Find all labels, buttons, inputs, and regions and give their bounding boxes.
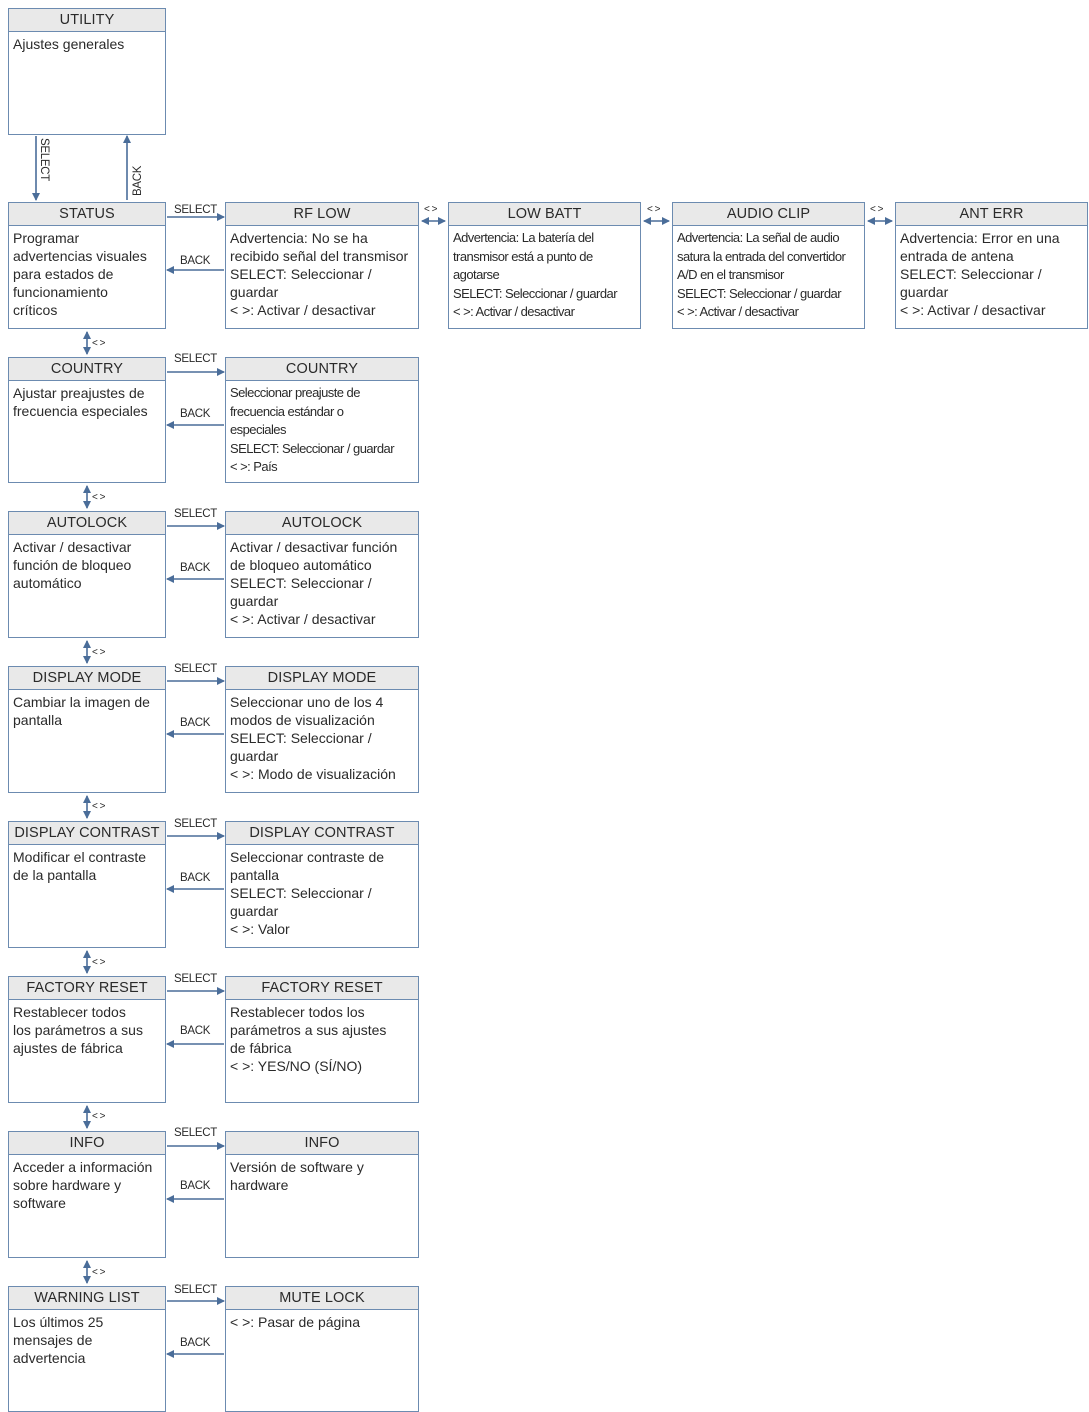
sub-title: INFO — [226, 1132, 418, 1155]
back-label: BACK — [180, 408, 211, 420]
sub-box-autolock — [225, 511, 419, 638]
sub-box-display-mode — [225, 666, 419, 793]
menu-box-display-contrast — [8, 821, 166, 948]
menu-title: WARNING LIST — [9, 1287, 165, 1310]
menu-title: INFO — [9, 1132, 165, 1155]
sub-desc: Restablecer todos los parámetros a sus ajustes de fábrica < >: YES/NO (SÍ/NO) — [230, 1004, 387, 1074]
utility-box — [8, 8, 166, 135]
menu-box-autolock — [8, 511, 166, 638]
sub-title: AUTOLOCK — [226, 512, 418, 535]
sub-box-rf-low — [225, 202, 419, 329]
menu-box-factory-reset — [8, 976, 166, 1103]
status-desc: Advertencia: La batería del transmisor está a punto de agotarse SELECT: Seleccionar / guardar < >: Activar / desactivar — [453, 230, 617, 319]
nav-label: < > — [647, 204, 660, 215]
nav-label: < > — [92, 801, 105, 812]
sub-desc: Seleccionar uno de los 4 modos de visualización SELECT: Seleccionar / guardar < >: Modo de visualización — [230, 694, 396, 782]
nav-label: < > — [92, 338, 105, 349]
back-label: BACK — [180, 717, 211, 729]
sub-desc: Activar / desactivar función de bloqueo automático SELECT: Seleccionar / guardar < >: Activar / desactivar — [230, 539, 398, 627]
menu-title: STATUS — [9, 203, 165, 226]
menu-box-display-mode — [8, 666, 166, 793]
utility-back-label: BACK — [132, 165, 144, 196]
menu-desc: Acceder a información sobre hardware y software — [13, 1159, 153, 1211]
menu-box-status — [8, 202, 166, 329]
menu-box-info — [8, 1131, 166, 1258]
status-box-audio-clip — [672, 202, 865, 329]
sub-title: DISPLAY MODE — [226, 667, 418, 690]
select-label: SELECT — [174, 818, 217, 830]
nav-label: < > — [424, 204, 437, 215]
back-label: BACK — [180, 872, 211, 884]
sub-title: MUTE LOCK — [226, 1287, 418, 1310]
select-label: SELECT — [174, 1284, 217, 1296]
back-label: BACK — [180, 562, 211, 574]
back-label: BACK — [180, 1180, 211, 1192]
menu-title: DISPLAY CONTRAST — [9, 822, 165, 845]
nav-label: < > — [870, 204, 883, 215]
back-label: BACK — [180, 255, 211, 267]
sub-box-mute-lock — [225, 1286, 419, 1412]
menu-title: AUTOLOCK — [9, 512, 165, 535]
sub-box-country — [225, 357, 419, 483]
utility-select-label: SELECT — [38, 138, 50, 181]
sub-title: COUNTRY — [226, 358, 418, 381]
sub-desc: Seleccionar contraste de pantalla SELECT: Seleccionar / guardar < >: Valor — [230, 849, 385, 937]
select-label: SELECT — [174, 663, 217, 675]
status-title: AUDIO CLIP — [673, 203, 864, 226]
menu-desc: Programar advertencias visuales para estados de funcionamiento críticos — [13, 230, 147, 318]
menu-title: FACTORY RESET — [9, 977, 165, 1000]
sub-desc: < >: Pasar de página — [230, 1314, 360, 1330]
nav-label: < > — [92, 957, 105, 968]
sub-title: FACTORY RESET — [226, 977, 418, 1000]
select-label: SELECT — [174, 204, 217, 216]
status-desc: Advertencia: Error en una entrada de antena SELECT: Seleccionar / guardar < >: Activar / desactivar — [900, 230, 1060, 318]
select-label: SELECT — [174, 973, 217, 985]
sub-desc: Advertencia: No se ha recibido señal del transmisor SELECT: Seleccionar / guardar < >: Activar / desactivar — [230, 230, 409, 318]
nav-label: < > — [92, 1111, 105, 1122]
select-label: SELECT — [174, 1127, 217, 1139]
sub-box-info — [225, 1131, 419, 1258]
status-box-ant-err — [895, 202, 1088, 329]
sub-box-display-contrast — [225, 821, 419, 948]
status-box-low-batt — [448, 202, 641, 329]
menu-desc: Ajustar preajustes de frecuencia especiales — [13, 385, 148, 419]
menu-box-warning-list — [8, 1286, 166, 1412]
sub-desc: Versión de software y hardware — [230, 1159, 364, 1193]
menu-title: COUNTRY — [9, 358, 165, 381]
nav-label: < > — [92, 1267, 105, 1278]
status-desc: Advertencia: La señal de audio satura la entrada del convertidor A/D en el transmisor SELECT: Seleccionar / guardar < >: Activar / desactivar — [677, 230, 846, 319]
back-label: BACK — [180, 1337, 211, 1349]
menu-box-country — [8, 357, 166, 483]
sub-box-factory-reset — [225, 976, 419, 1103]
sub-title: RF LOW — [226, 203, 418, 226]
menu-desc: Restablecer todos los parámetros a sus ajustes de fábrica — [13, 1004, 143, 1056]
select-label: SELECT — [174, 353, 217, 365]
status-title: LOW BATT — [449, 203, 640, 226]
menu-title: DISPLAY MODE — [9, 667, 165, 690]
back-label: BACK — [180, 1025, 211, 1037]
utility-title: UTILITY — [9, 9, 165, 32]
nav-label: < > — [92, 647, 105, 658]
utility-desc: Ajustes generales — [13, 36, 125, 52]
menu-desc: Cambiar la imagen de pantalla — [13, 694, 150, 728]
sub-title: DISPLAY CONTRAST — [226, 822, 418, 845]
menu-desc: Modificar el contraste de la pantalla — [13, 849, 147, 883]
menu-desc: Activar / desactivar función de bloqueo automático — [13, 539, 132, 591]
sub-desc: Seleccionar preajuste de frecuencia estándar o especiales SELECT: Seleccionar / guardar < >: País — [230, 385, 394, 474]
select-label: SELECT — [174, 508, 217, 520]
nav-label: < > — [92, 492, 105, 503]
status-title: ANT ERR — [896, 203, 1087, 226]
menu-desc: Los últimos 25 mensajes de advertencia — [13, 1314, 104, 1366]
